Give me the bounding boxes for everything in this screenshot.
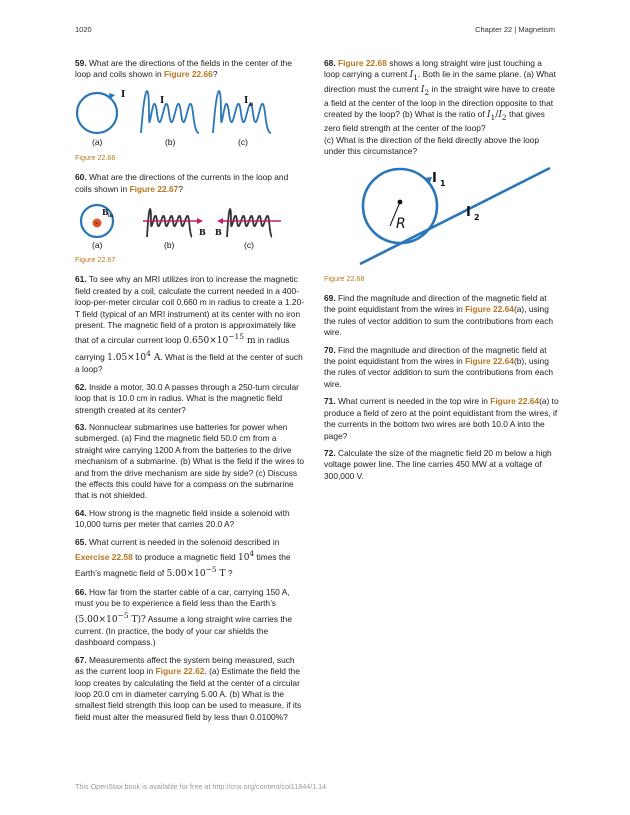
problem-62 xyxy=(75,382,305,416)
math-expression: ($5.00\times 10^{-5}$ T)? xyxy=(75,610,146,625)
figure-22-68 xyxy=(324,164,560,270)
chapter-title: Chapter 22 | Magnetism xyxy=(475,25,555,34)
problem-text: that gives zero field strength at the center of the loop? xyxy=(324,109,545,134)
problem-71 xyxy=(324,396,560,442)
problem-59 xyxy=(75,58,305,81)
svg-text:×: × xyxy=(94,220,99,228)
problem-end: ? xyxy=(212,69,218,80)
problem-65 xyxy=(75,537,305,581)
problem-number: 69. xyxy=(324,293,336,304)
figure-link[interactable]: Figure 22.67 xyxy=(129,183,179,194)
problem-text: . (a) Estimate the field the loop creates by calculating the field at the center of a circular loop 20.0 cm in diameter carrying 5.00 A. (b) What is the smallest field strength this loop can be used to measure, if its field must alter the measured field by less than 0.0100%? xyxy=(75,666,302,722)
svg-text:1: 1 xyxy=(440,178,446,188)
figure-link[interactable]: Figure 22.62 xyxy=(155,666,205,677)
problem-number: 65. xyxy=(75,536,87,547)
problem-text: to produce a magnetic field xyxy=(135,551,236,562)
radius-label: R xyxy=(396,215,406,232)
left-column xyxy=(75,58,305,729)
exercise-link[interactable]: Exercise 22.58 xyxy=(75,551,133,562)
math-expression: $1.05\times 10^4$ A xyxy=(107,348,161,363)
caption-b: (b) xyxy=(164,240,175,251)
problem-text: (b), using the rules of vector addition to sum the contributions from each wire. xyxy=(324,356,554,389)
caption-c: (c) xyxy=(244,240,254,251)
problem-number: 62. xyxy=(75,381,87,392)
footer-note: This OpenStax book is available for free at http://cnx.org/content/col11844/1.14 xyxy=(75,782,327,791)
problem-68 xyxy=(324,58,560,158)
math-expression: $I_1$ xyxy=(409,70,418,83)
problem-text: shows a long straight wire just touching a loop carrying a current xyxy=(324,58,542,80)
problem-text: What are the directions of the currents in the loop and coils shown in xyxy=(75,172,289,194)
problem-text: . Both lie in the same plane. (a) What direction must the current xyxy=(324,69,556,94)
coil-b xyxy=(143,209,206,237)
coil-b xyxy=(141,91,199,133)
figure-link[interactable]: Figure 22.68 xyxy=(337,58,387,68)
math-expression: $I_1/I_2$ xyxy=(486,110,507,123)
problem-text: in radius carrying xyxy=(75,335,290,362)
figure-label: Figure 22.66 xyxy=(75,152,116,162)
svg-text:B: B xyxy=(249,101,254,108)
problem-number: 64. xyxy=(75,507,87,518)
problem-text: What current is needed in the top wire in xyxy=(337,396,488,407)
svg-text:in: in xyxy=(108,214,113,220)
math-expression: $0.650\times 10^{-15}$ m xyxy=(183,332,256,347)
figure-22-66 xyxy=(75,87,305,149)
page-number: 1020 xyxy=(75,25,92,34)
loop-arrow-icon xyxy=(109,93,115,99)
problem-text: in the straight wire have to create a field at the center of the loop in the direction opposite to that created by the loop? (b) What is the ratio of xyxy=(324,83,555,120)
math-expression: $10^4$ xyxy=(237,548,255,563)
coil-c xyxy=(213,91,271,133)
problem-text: Find the magnitude and direction of the magnetic field at the point equidistant from the wires in xyxy=(324,344,547,367)
problem-number: 59. xyxy=(75,58,87,68)
problem-number: 67. xyxy=(75,654,87,665)
problem-text: How strong is the magnetic field inside a solenoid with 10,000 turns per meter that carries 20.0 A? xyxy=(75,507,290,530)
problem-number: 71. xyxy=(324,396,336,407)
problem-text: (a), using the rules of vector addition to sum the contributions from each wire. xyxy=(324,304,554,338)
problem-text: (c) What is the direction of the field directly above the loop under this circumstance? xyxy=(324,134,540,157)
caption-a: (a) xyxy=(92,136,103,147)
caption-a: (a) xyxy=(92,240,103,251)
coil-c xyxy=(215,209,281,237)
problem-text: What are the directions of the fields in the center of the loop and coils shown in xyxy=(75,58,292,80)
svg-text:B: B xyxy=(199,227,206,238)
problem-60 xyxy=(75,172,305,195)
problem-61 xyxy=(75,274,305,375)
problem-63 xyxy=(75,422,305,502)
b-in-label: B xyxy=(102,207,109,218)
problem-number: 63. xyxy=(75,421,87,432)
figure-22-67 xyxy=(75,201,305,251)
problem-text: Inside a motor, 30.0 A passes through a 250-turn circular loop that is 10.0 cm in radius. What is the magnetic field strength created at its center? xyxy=(75,381,299,415)
problem-text: How far from the starter cable of a car, carrying 150 A, must you be to experience a field less than the Earth’s xyxy=(75,586,290,609)
figure-label: Figure 22.68 xyxy=(324,273,365,283)
problem-number: 66. xyxy=(75,586,87,597)
problem-text: ? xyxy=(227,568,233,579)
problem-69 xyxy=(324,293,560,339)
caption-c: (c) xyxy=(238,136,248,147)
problem-number: 72. xyxy=(324,447,336,458)
problem-number: 61. xyxy=(75,274,87,285)
problem-72 xyxy=(324,448,560,482)
svg-text:I: I xyxy=(244,95,249,106)
right-column xyxy=(324,58,560,488)
problem-66 xyxy=(75,587,305,649)
math-expression: $5.00\times 10^{-5}$ T xyxy=(166,565,226,580)
straight-wire xyxy=(360,168,550,264)
svg-text:B: B xyxy=(215,227,222,238)
problem-end: ? xyxy=(178,183,184,194)
current-label: I xyxy=(121,89,126,100)
problem-64 xyxy=(75,508,305,531)
problem-text: Nonnuclear submarines use batteries for power when submerged. (a) Find the magnetic field 50.0 cm from a straight wire carrying 1200 A from the batteries to the drive mechanism of a submarine. (b) What is the field if the wires to and from the drive mechanism are side by side? (c) Discuss the effects this could have for a compass on the submarine that is not shielded. xyxy=(75,421,305,501)
figure-link[interactable]: Figure 22.64 xyxy=(465,356,514,367)
problem-text: Calculate the size of the magnetic field 20 m below a high voltage power line. The line carries 450 MW at a voltage of 300,000 V. xyxy=(324,447,552,481)
caption-b: (b) xyxy=(165,136,176,147)
i1-label: I xyxy=(432,170,437,186)
problem-number: 70. xyxy=(324,344,336,355)
problem-text: Assume a long straight wire carries the current. (In practice, the body of your car shields the dashboard compass.) xyxy=(75,613,293,648)
problem-text: To see why an MRI utilizes iron to increase the magnetic field created by a coil, calculate the current needed in a 400-loop-per-meter circular coil 0.660 m in radius to create a 1.20-T field (typical of an MRI instrument) at its center with no iron present. The magnetic field of a proton is approximately like that of a circular current loop xyxy=(75,274,305,346)
figure-link[interactable]: Figure 22.64 xyxy=(465,304,514,315)
loop-circle xyxy=(77,93,117,133)
figure-label: Figure 22.67 xyxy=(75,255,116,265)
problem-70 xyxy=(324,345,560,391)
figure-link[interactable]: Figure 22.64 xyxy=(490,396,540,407)
i2-label: I xyxy=(466,204,471,220)
problem-67 xyxy=(75,655,305,723)
svg-text:2: 2 xyxy=(474,212,480,222)
problem-text: Measurements affect the system being measured, such as the current loop in xyxy=(75,654,295,677)
problem-text: Find the magnitude and direction of the magnetic field at the point equidistant from the wires in xyxy=(324,293,547,315)
math-expression: $I_2$ xyxy=(420,84,430,97)
svg-text:I: I xyxy=(160,95,165,106)
figure-link[interactable]: Figure 22.66 xyxy=(163,69,213,80)
problem-text: What current is needed in the solenoid described in xyxy=(88,536,280,547)
problem-text: times the Earth’s magnetic field of xyxy=(75,551,291,579)
problem-text: . What is the field at the center of such a loop? xyxy=(75,351,303,375)
problem-text: (a) to produce a field of zero at the point equidistant from the wires, if the currents in the bottom two wires are both 10.0 A into the page? xyxy=(324,396,559,441)
problem-number: 68. xyxy=(324,58,336,68)
problem-number: 60. xyxy=(75,172,87,183)
